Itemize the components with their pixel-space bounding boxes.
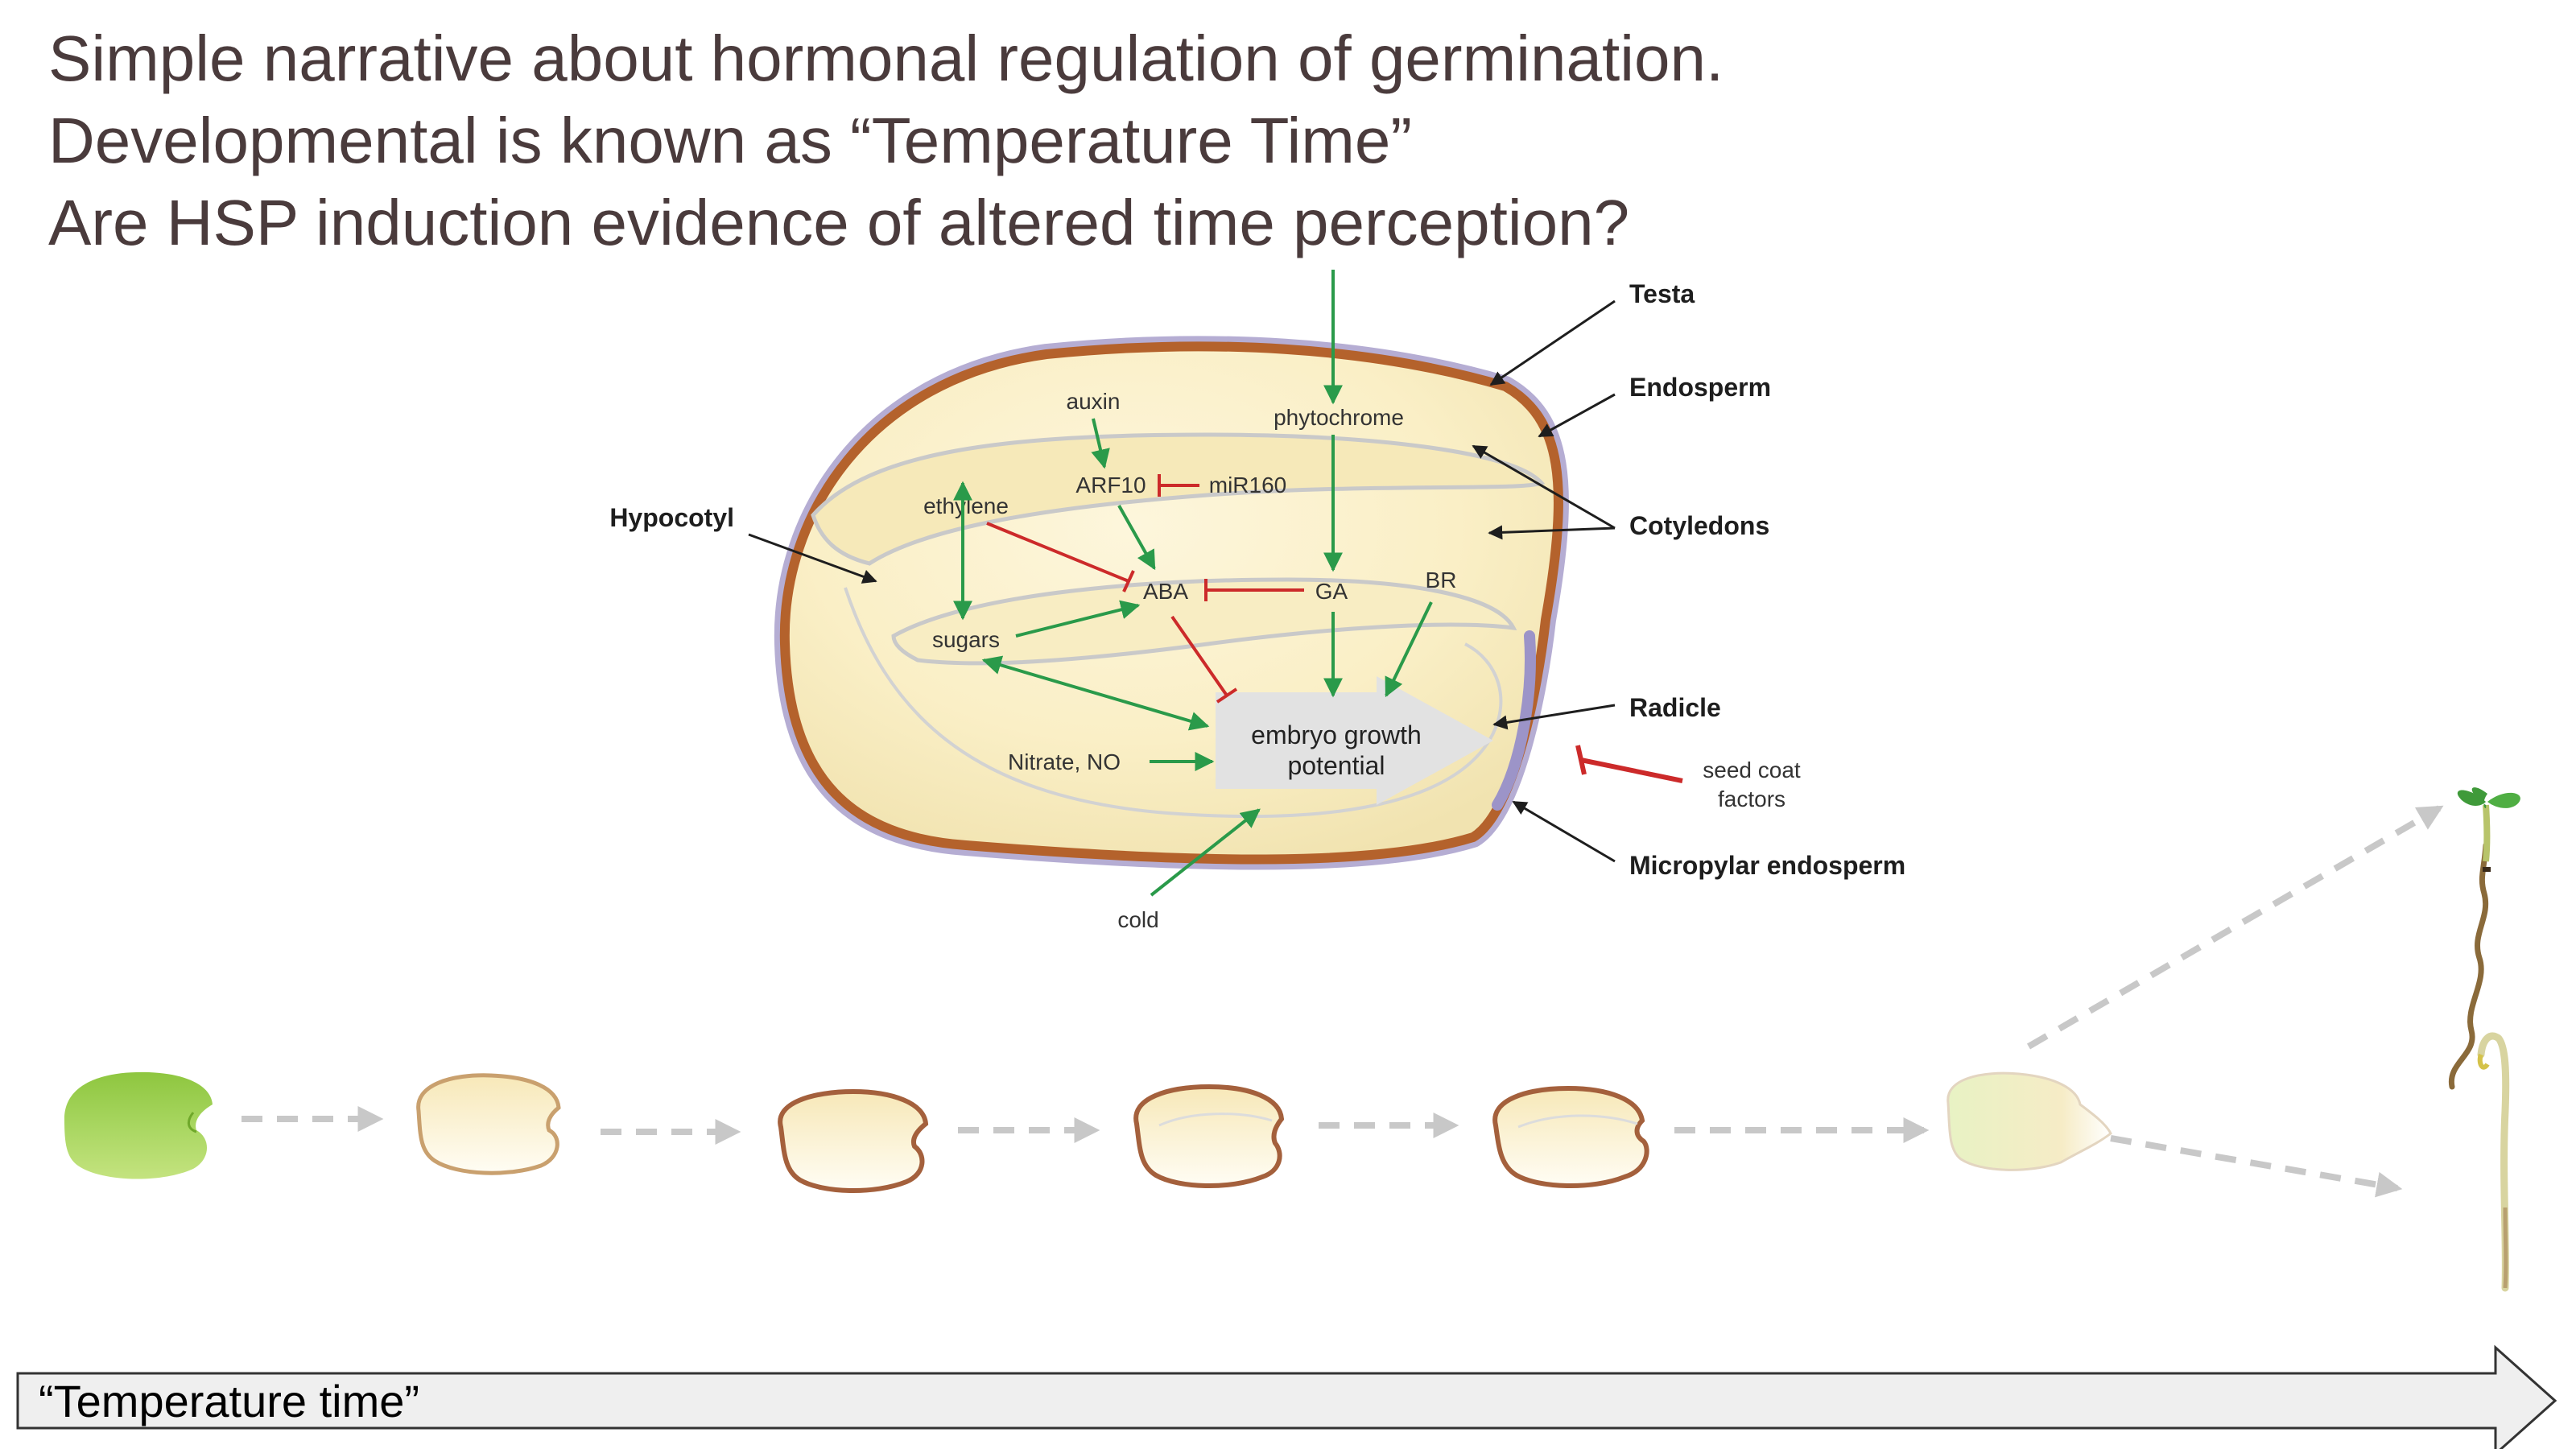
pointer-endosperm: [1539, 394, 1615, 436]
temperature-time-arrow: [18, 1348, 2555, 1449]
stage-2-seed: [419, 1075, 559, 1173]
sugars-label: sugars: [931, 627, 1001, 652]
seed-coat-label-2: factors: [1717, 786, 1786, 811]
phytochrome-label: phytochrome: [1274, 405, 1404, 430]
pointer-micropylar: [1513, 802, 1615, 861]
arf10-label: ARF10: [1075, 473, 1146, 497]
title-line-3: Are HSP induction evidence of altered time perception?: [48, 187, 1630, 258]
seq-arrow-down: [2111, 1138, 2397, 1188]
embryo-growth-label-2: potential: [1287, 751, 1385, 780]
stage-1-green-seed: [64, 1072, 213, 1179]
micropylar-endosperm-label: Micropylar endosperm: [1629, 851, 1906, 880]
stage-4-seed: [1136, 1087, 1282, 1186]
ga-label: GA: [1315, 579, 1348, 604]
stage-6-sprouting-seed: [1948, 1073, 2111, 1170]
radicle-label: Radicle: [1629, 693, 1721, 722]
cotyledons-label: Cotyledons: [1629, 511, 1770, 540]
testa-label: Testa: [1629, 279, 1695, 308]
mir160-label: miR160: [1208, 473, 1287, 497]
temperature-time-label: “Temperature time”: [39, 1376, 420, 1426]
nitrate-no-label: Nitrate, NO: [1007, 749, 1121, 774]
ethylene-label: ethylene: [923, 493, 1009, 518]
embryo-growth-label-1: embryo growth: [1251, 720, 1422, 749]
endosperm-label: Endosperm: [1629, 373, 1772, 402]
hypocotyl-label: Hypocotyl: [609, 503, 734, 532]
seedling-dark-grown: [2480, 1036, 2506, 1288]
seq-arrow-up: [2029, 808, 2439, 1046]
pointer-testa: [1491, 301, 1615, 385]
title-line-2: Developmental is known as “Temperature Time”: [48, 105, 1413, 176]
title-line-1: Simple narrative about hormonal regulation of germination.: [48, 23, 1724, 94]
br-label: BR: [1425, 568, 1457, 592]
seed-coat-label-1: seed coat: [1703, 758, 1801, 782]
auxin-label: auxin: [1066, 389, 1121, 414]
stage-3-seed: [780, 1092, 926, 1191]
stage-5-seed: [1495, 1088, 1647, 1186]
cold-label: cold: [1117, 907, 1159, 932]
aba-label: ABA: [1142, 579, 1189, 604]
inhibit-seedcoat: [1578, 745, 1682, 781]
